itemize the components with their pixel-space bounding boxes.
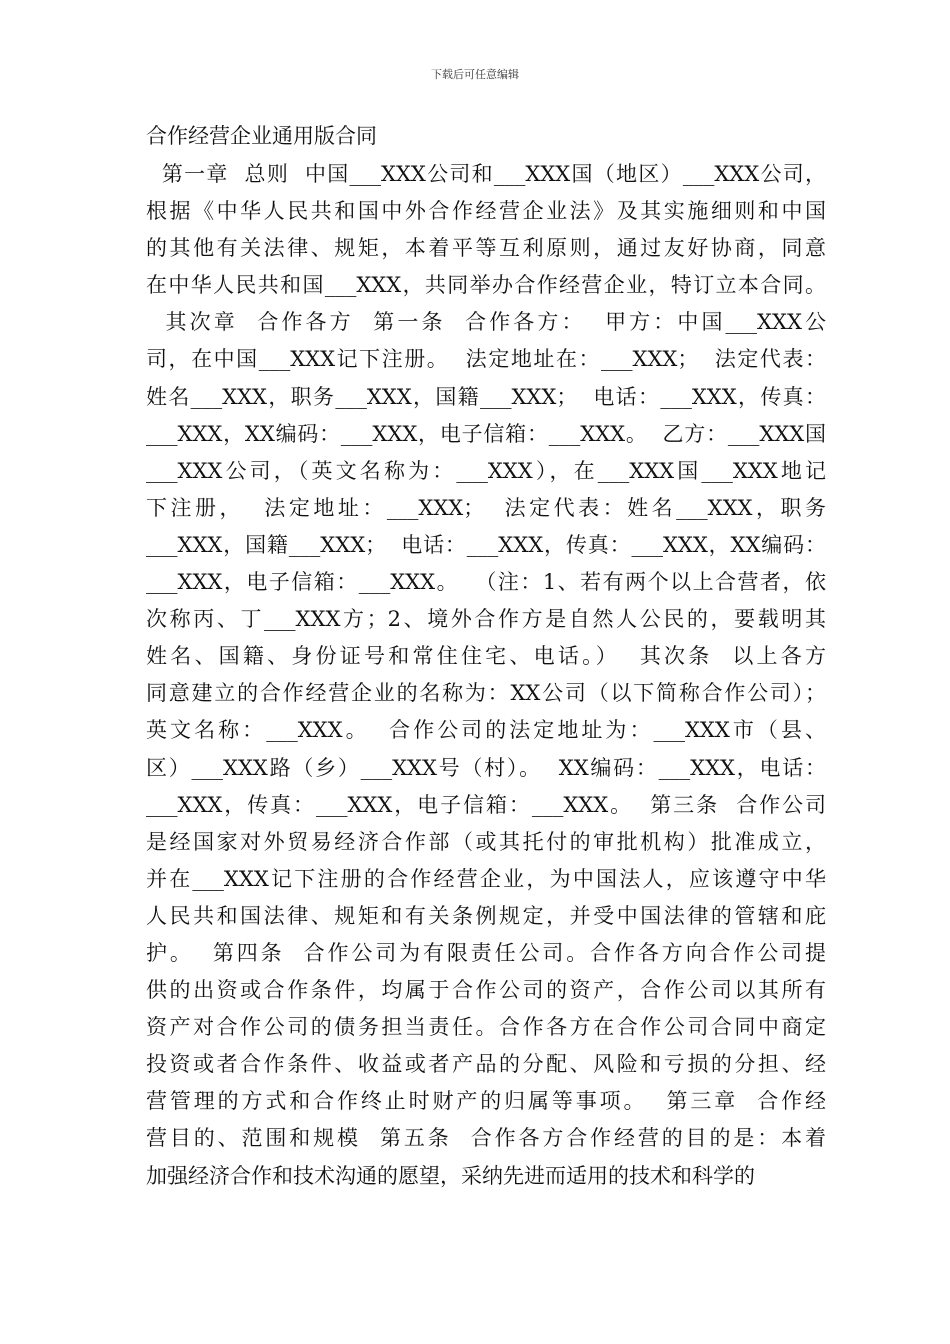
body-line: 是经国家对外贸易经济合作部（或其托付的审批机构）批准成立， (146, 829, 826, 854)
body-line: 供的出资或合作条件，均属于合作公司的资产，合作公司以其所有 (146, 978, 826, 1003)
body-line: 姓名、国籍、身份证号和常住住宅、电话。） 其次条 以上各方 (146, 644, 826, 669)
body-line: 资产对合作公司的债务担当责任。合作各方在合作公司合同中商定 (146, 1015, 826, 1040)
body-line: 加强经济合作和技术沟通的愿望，采纳先进而适用的技术和科学的 (146, 1163, 755, 1188)
body-line: 在中华人民共和国___XXX，共同举办合作经营企业，特订立本合同。 (146, 273, 826, 298)
document-title: 合作经营企业通用版合同 (146, 124, 377, 148)
body-line: 区）___XXX路（乡）___XXX号（村）。 XX编码：___XXX，电话： (146, 755, 826, 780)
body-line: 护。 第四条 合作公司为有限责任公司。合作各方向合作公司提 (146, 940, 826, 965)
page-header-note: 下载后可任意编辑 (431, 68, 519, 81)
body-line: 同意建立的合作经营企业的名称为：XX公司（以下简称合作公司）； (146, 681, 826, 706)
body-line: ___XXX，电子信箱：___XXX。 （注：1、若有两个以上合营者，依 (146, 570, 826, 595)
document-body (146, 156, 826, 1195)
body-line: 人民共和国法律、规矩和有关条例规定，并受中国法律的管辖和庇 (146, 903, 826, 928)
body-line: ___XXX公司，（英文名称为：___XXX），在___XXX国___XXX地记 (146, 458, 826, 483)
body-line: 姓名___XXX，职务___XXX，国籍___XXX； 电话：___XXX，传真： (146, 384, 826, 409)
body-line: 营目的、范围和规模 第五条 合作各方合作经营的目的是：本着 (146, 1126, 826, 1151)
body-line: 营管理的方式和合作终止时财产的归属等事项。 第三章 合作经 (146, 1089, 826, 1114)
body-line: ___XXX，XX编码：___XXX，电子信箱：___XXX。 乙方：___XXX国 (146, 421, 826, 446)
body-line: 次称丙、丁___XXX方；2、境外合作方是自然人公民的，要载明其 (146, 607, 826, 632)
body-line: 并在___XXX记下注册的合作经营企业，为中国法人，应该遵守中华 (146, 866, 826, 891)
body-line: 下注册， 法定地址：___XXX； 法定代表：姓名___XXX，职务 (146, 495, 826, 520)
body-line: 其次章 合作各方 第一条 合作各方： 甲方：中国___XXX公 (146, 310, 826, 335)
body-line: 司，在中国___XXX记下注册。 法定地址在：___XXX； 法定代表： (146, 347, 826, 372)
body-line: ___XXX，传真：___XXX，电子信箱：___XXX。 第三条 合作公司 (146, 792, 826, 817)
body-line: 英文名称：___XXX。 合作公司的法定地址为：___XXX市（县、 (146, 718, 826, 743)
body-line: ___XXX，国籍___XXX； 电话：___XXX，传真：___XXX，XX编码： (146, 532, 826, 557)
body-line: 第一章 总则 中国___XXX公司和___XXX国（地区）___XXX公司， (146, 162, 826, 186)
body-line: 投资或者合作条件、收益或者产品的分配、风险和亏损的分担、经 (146, 1052, 826, 1077)
body-line: 根据《中华人民共和国中外合作经营企业法》及其实施细则和中国 (146, 199, 826, 224)
body-line: 的其他有关法律、规矩，本着平等互利原则，通过友好协商，同意 (146, 236, 826, 261)
